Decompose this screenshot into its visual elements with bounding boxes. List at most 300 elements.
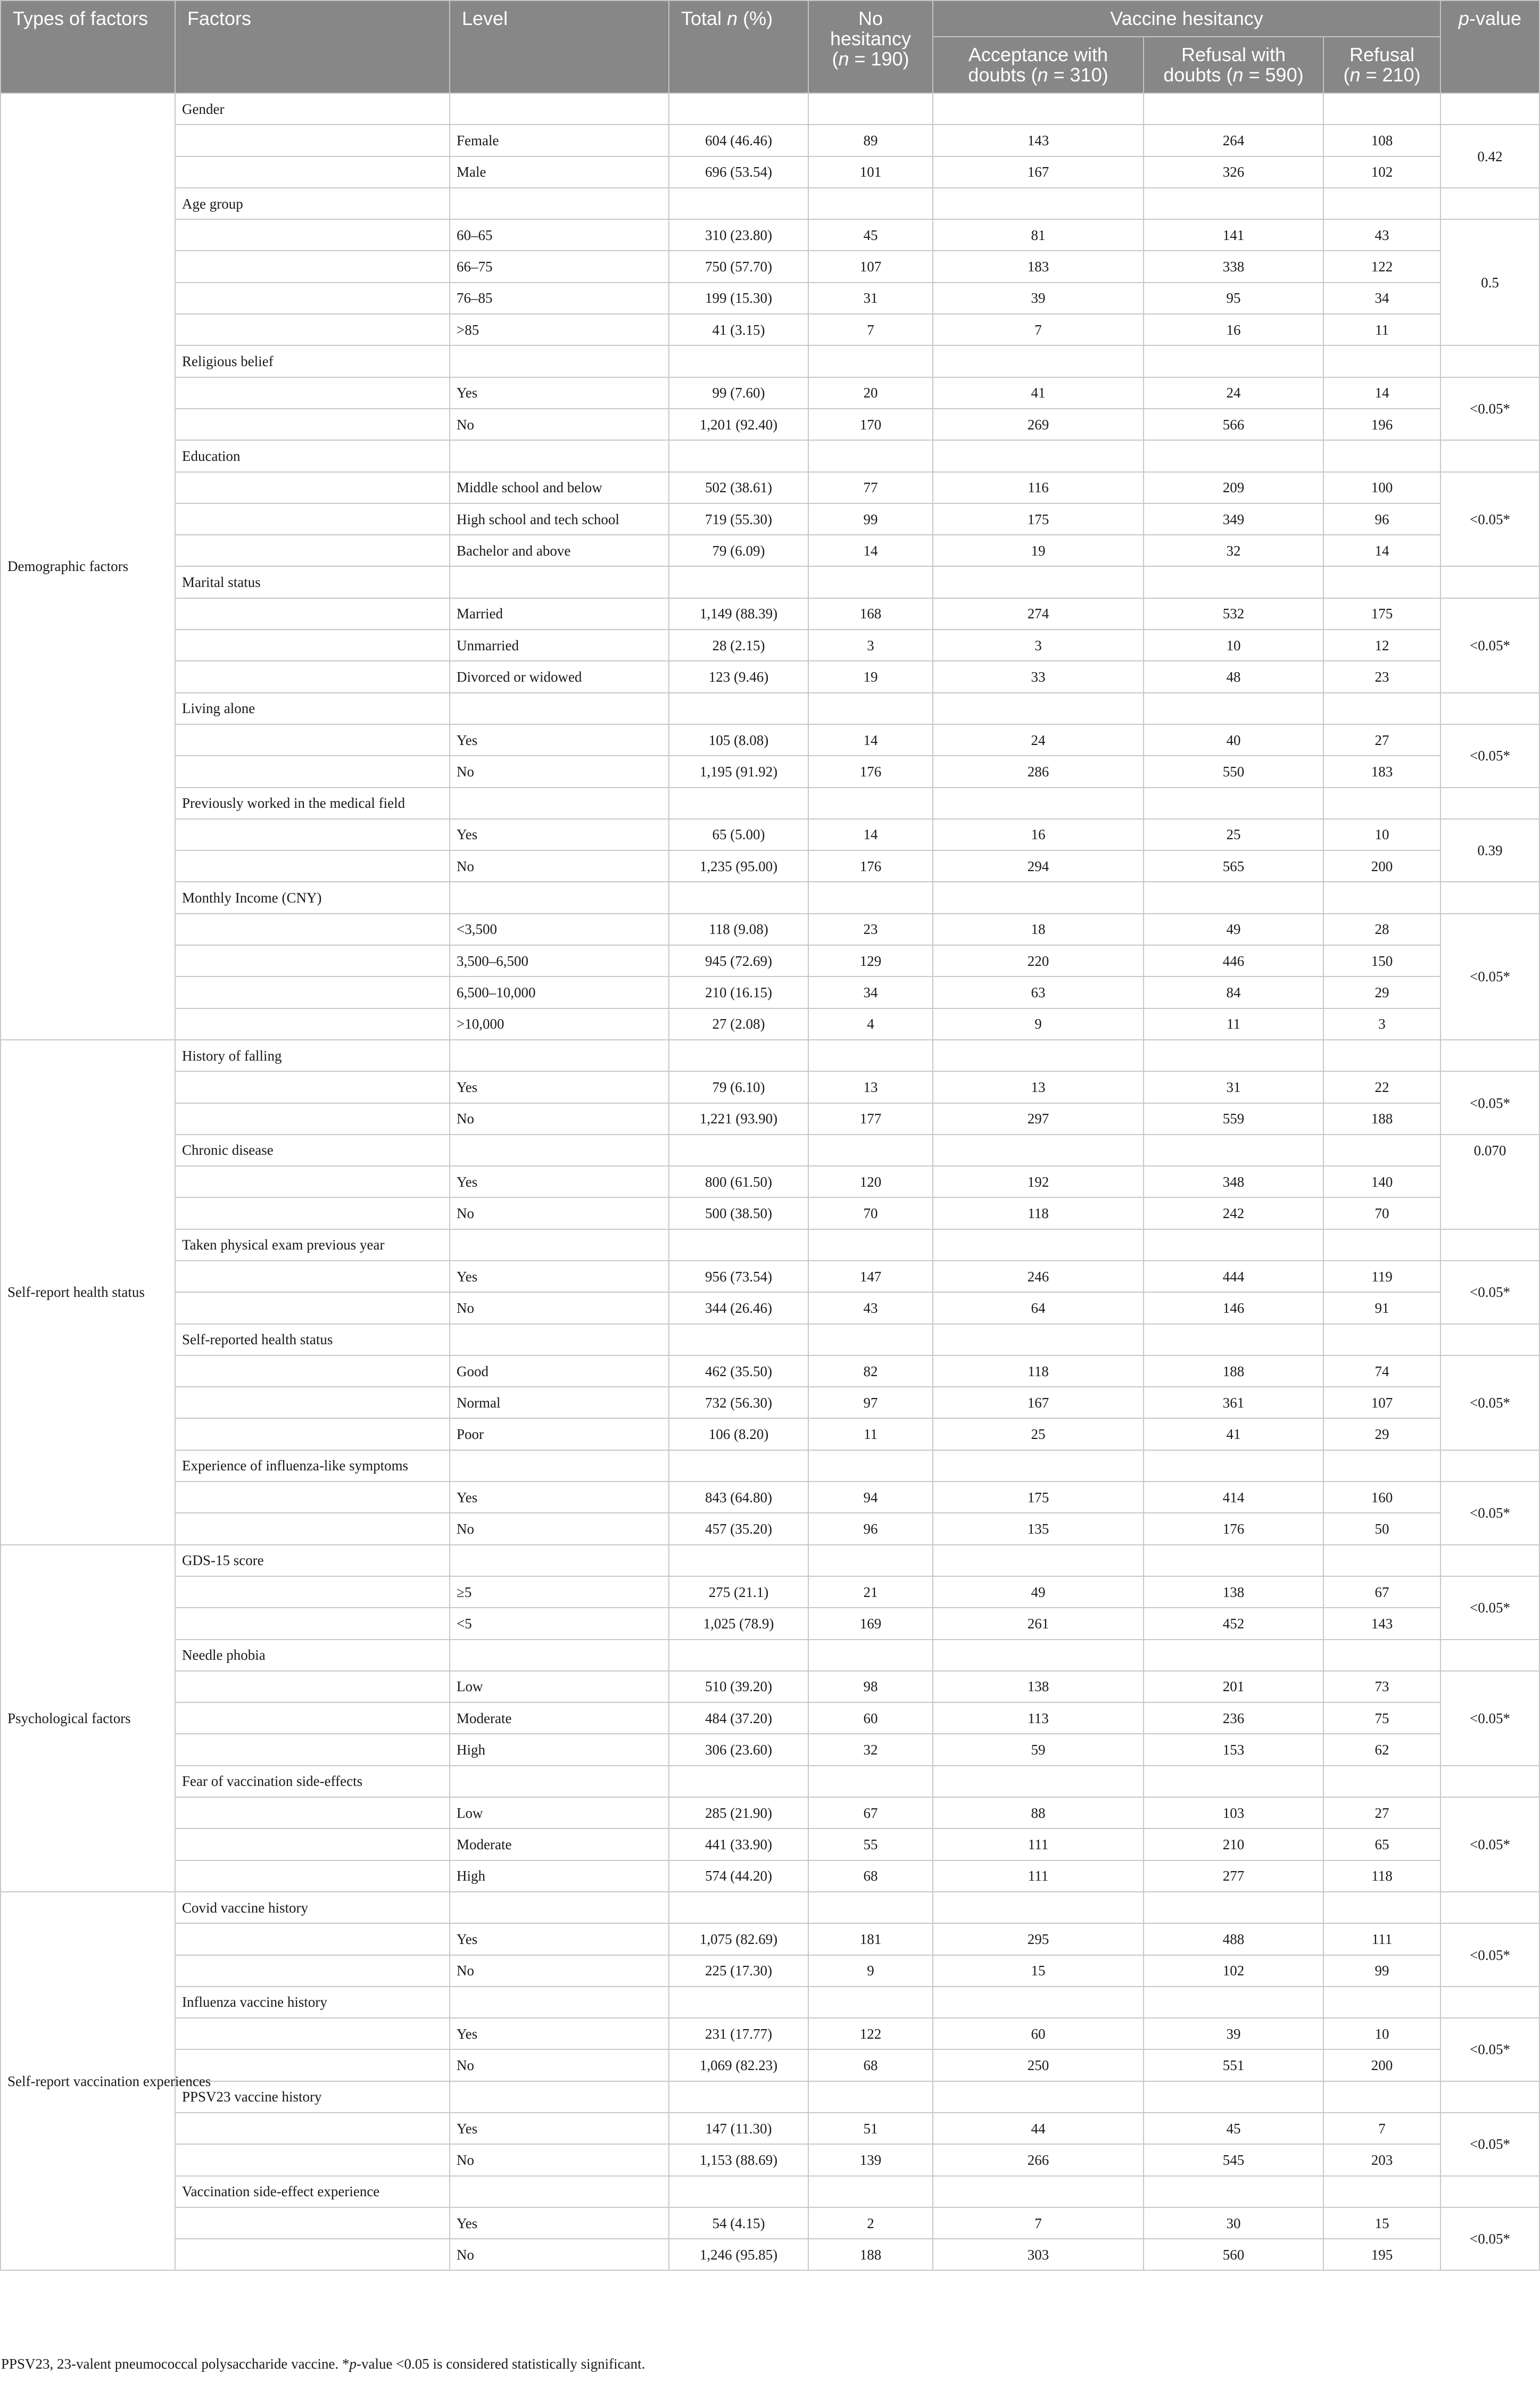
empty-cell — [933, 2081, 1144, 2113]
level-cell: Married — [450, 598, 669, 630]
level-cell: Moderate — [450, 1702, 669, 1734]
empty-cell — [450, 693, 669, 724]
header-no-hesitancy: No hesitancy (n = 190) — [808, 1, 933, 93]
empty-cell — [1144, 2081, 1323, 2113]
no-hesitancy-cell: 31 — [808, 283, 933, 314]
level-row — [1, 819, 1539, 850]
no-hesitancy-cell: 181 — [808, 1923, 933, 1955]
factor-name-cell: Chronic disease — [175, 1135, 450, 1166]
acceptance-with-doubts-cell: 274 — [933, 598, 1144, 630]
total-cell: 945 (72.69) — [669, 945, 808, 977]
factor-name-cell: PPSV23 vaccine history — [175, 2081, 450, 2113]
factor-name-cell: Influenza vaccine history — [175, 1987, 450, 2018]
acceptance-with-doubts-cell: 59 — [933, 1734, 1144, 1765]
no-hesitancy-cell: 169 — [808, 1608, 933, 1639]
factor-type-cell: Self-report vaccination experiences — [1, 1892, 175, 2271]
level-cell: <3,500 — [450, 914, 669, 945]
refusal-cell: 28 — [1323, 914, 1440, 945]
empty-cell — [1144, 1040, 1323, 1071]
empty-cell — [1440, 788, 1539, 819]
no-hesitancy-cell: 77 — [808, 472, 933, 503]
empty-cell — [933, 1229, 1144, 1261]
level-cell: Moderate — [450, 1828, 669, 1860]
acceptance-with-doubts-cell: 7 — [933, 2207, 1144, 2239]
level-cell: Poor — [450, 1418, 669, 1450]
level-row — [1, 1955, 1539, 1987]
level-row — [1, 409, 1539, 440]
refusal-with-doubts-cell: 176 — [1144, 1513, 1323, 1544]
total-cell: 484 (37.20) — [669, 1702, 808, 1734]
refusal-cell: 188 — [1323, 1103, 1440, 1135]
acceptance-with-doubts-cell: 33 — [933, 661, 1144, 692]
refusal-with-doubts-cell: 446 — [1144, 945, 1323, 977]
no-hesitancy-cell: 68 — [808, 2049, 933, 2081]
refusal-cell: 74 — [1323, 1355, 1440, 1387]
acceptance-with-doubts-cell: 19 — [933, 535, 1144, 566]
empty-cell — [1144, 345, 1323, 377]
factor-type-cell: Self-report health status — [1, 1040, 175, 1545]
empty-cell — [669, 188, 808, 219]
acceptance-with-doubts-cell: 303 — [933, 2239, 1144, 2270]
empty-cell — [450, 345, 669, 377]
refusal-cell: 203 — [1323, 2144, 1440, 2175]
empty-cell — [1323, 2176, 1440, 2207]
acceptance-with-doubts-cell: 64 — [933, 1292, 1144, 1323]
refusal-cell: 122 — [1323, 251, 1440, 282]
total-cell: 510 (39.20) — [669, 1671, 808, 1702]
empty-cell — [1440, 566, 1539, 598]
empty-cell — [933, 1040, 1144, 1071]
refusal-with-doubts-cell: 30 — [1144, 2207, 1323, 2239]
empty-cell — [450, 188, 669, 219]
acceptance-with-doubts-cell: 113 — [933, 1702, 1144, 1734]
level-cell: No — [450, 1292, 669, 1323]
refusal-cell: 10 — [1323, 2018, 1440, 2049]
level-row — [1, 1513, 1539, 1544]
empty-cell — [669, 1324, 808, 1355]
acceptance-with-doubts-cell: 44 — [933, 2113, 1144, 2144]
refusal-cell: 34 — [1323, 283, 1440, 314]
level-row — [1, 1166, 1539, 1197]
empty-cell — [450, 1040, 669, 1071]
refusal-cell: 65 — [1323, 1828, 1440, 1860]
total-cell: 199 (15.30) — [669, 283, 808, 314]
empty-cell — [175, 1103, 450, 1135]
factor-row — [1, 1892, 1539, 1923]
acceptance-with-doubts-cell: 63 — [933, 977, 1144, 1008]
level-cell: Yes — [450, 724, 669, 756]
level-cell: Yes — [450, 819, 669, 850]
table-body — [1, 93, 1539, 2270]
empty-cell — [1144, 93, 1323, 125]
refusal-cell: 12 — [1323, 630, 1440, 661]
empty-cell — [175, 1797, 450, 1828]
empty-cell — [175, 2049, 450, 2081]
empty-cell — [175, 1071, 450, 1103]
acceptance-with-doubts-cell: 220 — [933, 945, 1144, 977]
level-row — [1, 251, 1539, 282]
total-cell: 502 (38.61) — [669, 472, 808, 503]
acceptance-with-doubts-cell: 294 — [933, 850, 1144, 882]
empty-cell — [175, 1671, 450, 1702]
level-cell: Low — [450, 1671, 669, 1702]
refusal-cell: 22 — [1323, 1071, 1440, 1103]
refusal-with-doubts-cell: 25 — [1144, 819, 1323, 850]
level-row — [1, 1923, 1539, 1955]
refusal-cell: 70 — [1323, 1197, 1440, 1229]
empty-cell — [669, 440, 808, 471]
factor-name-cell: Needle phobia — [175, 1640, 450, 1671]
acceptance-with-doubts-cell: 24 — [933, 724, 1144, 756]
empty-cell — [933, 1892, 1144, 1923]
p-value-cell: <0.05* — [1440, 377, 1539, 441]
level-cell: No — [450, 756, 669, 787]
no-hesitancy-cell: 32 — [808, 1734, 933, 1765]
refusal-cell: 111 — [1323, 1923, 1440, 1955]
refusal-cell: 108 — [1323, 125, 1440, 156]
refusal-cell: 62 — [1323, 1734, 1440, 1765]
refusal-cell: 29 — [1323, 977, 1440, 1008]
no-hesitancy-cell: 147 — [808, 1261, 933, 1292]
refusal-with-doubts-cell: 146 — [1144, 1292, 1323, 1323]
refusal-with-doubts-cell: 242 — [1144, 1197, 1323, 1229]
factor-row — [1, 1450, 1539, 1482]
refusal-cell: 118 — [1323, 1860, 1440, 1892]
level-row — [1, 2239, 1539, 2270]
refusal-with-doubts-cell: 45 — [1144, 2113, 1323, 2144]
empty-cell — [808, 1766, 933, 1797]
total-cell: 719 (55.30) — [669, 503, 808, 535]
refusal-cell: 43 — [1323, 219, 1440, 251]
header-vaccine-hesitancy: Vaccine hesitancy — [933, 1, 1440, 37]
empty-cell — [808, 93, 933, 125]
empty-cell — [175, 409, 450, 440]
p-value-cell: <0.05* — [1440, 2207, 1539, 2271]
factor-name-cell: History of falling — [175, 1040, 450, 1071]
no-hesitancy-cell: 14 — [808, 819, 933, 850]
refusal-cell: 11 — [1323, 314, 1440, 345]
refusal-cell: 67 — [1323, 1576, 1440, 1608]
p-value-cell: <0.05* — [1440, 1355, 1539, 1450]
empty-cell — [1440, 2176, 1539, 2207]
level-row — [1, 219, 1539, 251]
refusal-cell: 96 — [1323, 503, 1440, 535]
level-row — [1, 1797, 1539, 1828]
refusal-cell: 175 — [1323, 598, 1440, 630]
level-row — [1, 1418, 1539, 1450]
p-value-cell: <0.05* — [1440, 472, 1539, 567]
empty-cell — [175, 1828, 450, 1860]
acceptance-with-doubts-cell: 60 — [933, 2018, 1144, 2049]
refusal-with-doubts-cell: 31 — [1144, 1071, 1323, 1103]
empty-cell — [1440, 440, 1539, 471]
empty-cell — [808, 1545, 933, 1576]
level-row — [1, 1071, 1539, 1103]
empty-cell — [933, 2176, 1144, 2207]
total-cell: 462 (35.50) — [669, 1355, 808, 1387]
refusal-with-doubts-cell: 361 — [1144, 1387, 1323, 1418]
empty-cell — [175, 977, 450, 1008]
total-cell: 147 (11.30) — [669, 2113, 808, 2144]
acceptance-with-doubts-cell: 116 — [933, 472, 1144, 503]
total-cell: 41 (3.15) — [669, 314, 808, 345]
acceptance-with-doubts-cell: 9 — [933, 1008, 1144, 1040]
empty-cell — [1323, 1987, 1440, 2018]
empty-cell — [808, 188, 933, 219]
acceptance-with-doubts-cell: 266 — [933, 2144, 1144, 2175]
empty-cell — [450, 1766, 669, 1797]
total-cell: 1,221 (93.90) — [669, 1103, 808, 1135]
empty-cell — [450, 1135, 669, 1166]
total-cell: 106 (8.20) — [669, 1418, 808, 1450]
empty-cell — [175, 1955, 450, 1987]
refusal-with-doubts-cell: 188 — [1144, 1355, 1323, 1387]
level-row — [1, 724, 1539, 756]
refusal-with-doubts-cell: 84 — [1144, 977, 1323, 1008]
empty-cell — [669, 1766, 808, 1797]
level-cell: Divorced or widowed — [450, 661, 669, 692]
level-row — [1, 756, 1539, 787]
level-cell: No — [450, 1103, 669, 1135]
factor-row — [1, 1640, 1539, 1671]
acceptance-with-doubts-cell: 135 — [933, 1513, 1144, 1544]
level-cell: Yes — [450, 1923, 669, 1955]
acceptance-with-doubts-cell: 167 — [933, 156, 1144, 188]
level-row — [1, 630, 1539, 661]
refusal-cell: 15 — [1323, 2207, 1440, 2239]
refusal-with-doubts-cell: 452 — [1144, 1608, 1323, 1639]
empty-cell — [669, 2081, 808, 2113]
empty-cell — [1144, 1766, 1323, 1797]
empty-cell — [1323, 2081, 1440, 2113]
empty-cell — [450, 566, 669, 598]
acceptance-with-doubts-cell: 297 — [933, 1103, 1144, 1135]
level-row — [1, 377, 1539, 409]
no-hesitancy-cell: 14 — [808, 724, 933, 756]
refusal-with-doubts-cell: 348 — [1144, 1166, 1323, 1197]
level-cell: ≥5 — [450, 1576, 669, 1608]
p-value-cell: <0.05* — [1440, 1576, 1539, 1640]
factor-row — [1, 882, 1539, 913]
empty-cell — [450, 1450, 669, 1482]
refusal-with-doubts-cell: 210 — [1144, 1828, 1323, 1860]
acceptance-with-doubts-cell: 18 — [933, 914, 1144, 945]
empty-cell — [933, 440, 1144, 471]
total-cell: 79 (6.10) — [669, 1071, 808, 1103]
empty-cell — [175, 1734, 450, 1765]
empty-cell — [669, 1040, 808, 1071]
empty-cell — [175, 1860, 450, 1892]
total-cell: 123 (9.46) — [669, 661, 808, 692]
refusal-with-doubts-cell: 209 — [1144, 472, 1323, 503]
level-cell: Good — [450, 1355, 669, 1387]
level-cell: No — [450, 850, 669, 882]
empty-cell — [175, 630, 450, 661]
level-row — [1, 503, 1539, 535]
empty-cell — [1144, 1892, 1323, 1923]
empty-cell — [175, 2113, 450, 2144]
acceptance-with-doubts-cell: 250 — [933, 2049, 1144, 2081]
refusal-with-doubts-cell: 488 — [1144, 1923, 1323, 1955]
refusal-with-doubts-cell: 24 — [1144, 377, 1323, 409]
level-cell: >10,000 — [450, 1008, 669, 1040]
refusal-with-doubts-cell: 16 — [1144, 314, 1323, 345]
p-value-cell: 0.42 — [1440, 125, 1539, 188]
refusal-with-doubts-cell: 264 — [1144, 125, 1323, 156]
refusal-with-doubts-cell: 326 — [1144, 156, 1323, 188]
empty-cell — [175, 2018, 450, 2049]
level-cell: Unmarried — [450, 630, 669, 661]
empty-cell — [1440, 693, 1539, 724]
level-row — [1, 850, 1539, 882]
total-cell: 750 (57.70) — [669, 251, 808, 282]
empty-cell — [933, 188, 1144, 219]
refusal-cell: 14 — [1323, 535, 1440, 566]
acceptance-with-doubts-cell: 16 — [933, 819, 1144, 850]
refusal-cell: 195 — [1323, 2239, 1440, 2270]
total-cell: 696 (53.54) — [669, 156, 808, 188]
empty-cell — [933, 788, 1144, 819]
empty-cell — [450, 882, 669, 913]
refusal-cell: 200 — [1323, 2049, 1440, 2081]
empty-cell — [1144, 788, 1323, 819]
total-cell: 574 (44.20) — [669, 1860, 808, 1892]
acceptance-with-doubts-cell: 183 — [933, 251, 1144, 282]
refusal-with-doubts-cell: 532 — [1144, 598, 1323, 630]
empty-cell — [808, 1040, 933, 1071]
refusal-with-doubts-cell: 565 — [1144, 850, 1323, 882]
empty-cell — [808, 1324, 933, 1355]
refusal-with-doubts-cell: 39 — [1144, 2018, 1323, 2049]
p-value-cell: <0.05* — [1440, 2113, 1539, 2176]
empty-cell — [808, 1450, 933, 1482]
empty-cell — [1440, 93, 1539, 125]
factor-name-cell: Self-reported health status — [175, 1324, 450, 1355]
empty-cell — [1440, 345, 1539, 377]
empty-cell — [933, 1640, 1144, 1671]
level-cell: Yes — [450, 1261, 669, 1292]
no-hesitancy-cell: 9 — [808, 1955, 933, 1987]
factor-name-cell: Gender — [175, 93, 450, 125]
p-value-cell: 0.070 — [1440, 1135, 1539, 1229]
level-row — [1, 1734, 1539, 1765]
no-hesitancy-cell: 82 — [808, 1355, 933, 1387]
acceptance-with-doubts-cell: 138 — [933, 1671, 1144, 1702]
no-hesitancy-cell: 45 — [808, 219, 933, 251]
empty-cell — [1440, 1229, 1539, 1261]
empty-cell — [669, 1135, 808, 1166]
total-cell: 210 (16.15) — [669, 977, 808, 1008]
acceptance-with-doubts-cell: 15 — [933, 1955, 1144, 1987]
table-header — [1, 1, 1539, 93]
factor-row — [1, 1545, 1539, 1576]
factor-name-cell: Vaccination side-effect experience — [175, 2176, 450, 2207]
empty-cell — [1440, 1324, 1539, 1355]
acceptance-with-doubts-cell: 88 — [933, 1797, 1144, 1828]
empty-cell — [669, 1640, 808, 1671]
no-hesitancy-cell: 55 — [808, 1828, 933, 1860]
p-value-cell: 0.39 — [1440, 819, 1539, 882]
level-row — [1, 1608, 1539, 1639]
level-cell: No — [450, 2049, 669, 2081]
no-hesitancy-cell: 107 — [808, 251, 933, 282]
total-cell: 800 (61.50) — [669, 1166, 808, 1197]
empty-cell — [808, 1229, 933, 1261]
total-cell: 1,075 (82.69) — [669, 1923, 808, 1955]
empty-cell — [175, 1197, 450, 1229]
refusal-cell: 27 — [1323, 1797, 1440, 1828]
no-hesitancy-cell: 177 — [808, 1103, 933, 1135]
level-cell: No — [450, 2144, 669, 2175]
empty-cell — [175, 314, 450, 345]
no-hesitancy-cell: 70 — [808, 1197, 933, 1229]
refusal-with-doubts-cell: 349 — [1144, 503, 1323, 535]
level-row — [1, 156, 1539, 188]
acceptance-with-doubts-cell: 167 — [933, 1387, 1144, 1418]
empty-cell — [1323, 1324, 1440, 1355]
empty-cell — [450, 1640, 669, 1671]
no-hesitancy-cell: 3 — [808, 630, 933, 661]
empty-cell — [1144, 693, 1323, 724]
level-row — [1, 1008, 1539, 1040]
refusal-with-doubts-cell: 41 — [1144, 1418, 1323, 1450]
no-hesitancy-cell: 21 — [808, 1576, 933, 1608]
empty-cell — [1144, 1987, 1323, 2018]
empty-cell — [175, 2239, 450, 2270]
factor-row — [1, 1229, 1539, 1261]
level-cell: 76–85 — [450, 283, 669, 314]
p-value-cell: <0.05* — [1440, 1071, 1539, 1135]
refusal-cell: 196 — [1323, 409, 1440, 440]
factor-row — [1, 788, 1539, 819]
empty-cell — [175, 1008, 450, 1040]
refusal-with-doubts-cell: 550 — [1144, 756, 1323, 787]
acceptance-with-doubts-cell: 175 — [933, 503, 1144, 535]
factor-name-cell: Monthly Income (CNY) — [175, 882, 450, 913]
refusal-cell: 23 — [1323, 661, 1440, 692]
refusal-cell: 75 — [1323, 1702, 1440, 1734]
factor-type-cell: Demographic factors — [1, 93, 175, 1040]
acceptance-with-doubts-cell: 295 — [933, 1923, 1144, 1955]
empty-cell — [933, 93, 1144, 125]
empty-cell — [669, 1450, 808, 1482]
p-value-cell: <0.05* — [1440, 1923, 1539, 1987]
empty-cell — [1440, 1545, 1539, 1576]
no-hesitancy-cell: 13 — [808, 1071, 933, 1103]
level-row — [1, 1355, 1539, 1387]
total-cell: 27 (2.08) — [669, 1008, 808, 1040]
total-cell: 500 (38.50) — [669, 1197, 808, 1229]
no-hesitancy-cell: 168 — [808, 598, 933, 630]
factor-row — [1, 1135, 1539, 1166]
header-acceptance-with-doubts: Acceptance with doubts (n = 310) — [933, 37, 1144, 93]
level-cell: <5 — [450, 1608, 669, 1639]
header-factors: Factors — [175, 1, 450, 93]
empty-cell — [175, 2207, 450, 2239]
refusal-cell: 102 — [1323, 156, 1440, 188]
refusal-with-doubts-cell: 32 — [1144, 535, 1323, 566]
total-cell: 843 (64.80) — [669, 1482, 808, 1513]
refusal-cell: 107 — [1323, 1387, 1440, 1418]
no-hesitancy-cell: 188 — [808, 2239, 933, 2270]
factor-row — [1, 1766, 1539, 1797]
header-refusal: Refusal (n = 210) — [1323, 37, 1440, 93]
empty-cell — [933, 1324, 1144, 1355]
refusal-cell: 200 — [1323, 850, 1440, 882]
total-cell: 457 (35.20) — [669, 1513, 808, 1544]
empty-cell — [1323, 345, 1440, 377]
level-row — [1, 977, 1539, 1008]
